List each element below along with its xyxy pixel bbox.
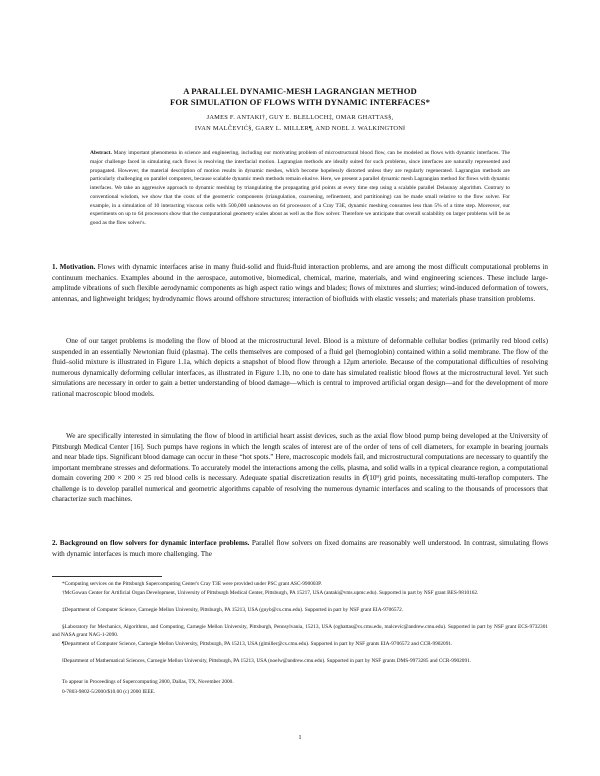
footnote-2: †McGowan Center for Artificial Organ Development, University of Pittsburgh Medical Center, Pittsburgh, PA 15217, USA (antaki@vms.upmc.edu). Supported in part by NSF grant BES-9810162.: [62, 590, 479, 596]
title-line-1: A PARALLEL DYNAMIC-MESH LAGRANGIAN METHOD: [183, 86, 417, 96]
abstract-text: Many important phenomena in science and engineering, including our motivating problem of microstructural blood flow, can be modeled as flows with dynamic interfaces. The major challenge faced in simulating such flows is resolving the interfacial motion. Lagrangian methods are ideally suited for such problems, since interfaces are naturally represented and propagated. However, the material description of motion results in dynamic meshes, which become hopelessly distorted unless they are regularly regenerated. Lagrangian methods are particularly challenging on parallel computers, because scalable dynamic mesh methods remain elusive. Here, we present a parallel dynamic mesh Lagrangian method for flows with dynamic interfaces. We take an aggressive approach to dynamic meshing by triangulating the propagating grid points at every time step using a scalable parallel Delaunay algorithm. Contrary to conventional wisdom, we show that the costs of the geometric components (triangulation, coarsening, refinement, and partitioning) can be made small relative to the flow solver. For example, in a simulation of 10 interacting viscous cells with 500,000 unknowns on 64 processors of a Cray T3E, dynamic meshing consumes less than 5% of a time step. Moreover, our experiments on up to 64 processors show that the computational geometry scales about as well as the flow solver. Therefore we anticipate that overall scalability on larger problems will be as good as the flow solver's.: [90, 150, 510, 226]
section-1-paragraph-2: One of our target problems is modeling the flow of blood at the microstructural level. Blood is a mixture of deformable cellular bodies (primarily red blood cells) suspended in an essentially Newtonian fluid (plasma). The cells themselves are composed of a fluid gel (hemoglobin) contained within a solid membrane. The flow of the fluid–solid mixture is illustrated in Figure 1.1a, which depicts a snapshot of blood flow through a 12μm arteriole. Because of the computational difficulties of resolving numerous dynamically deforming cellular interfaces, as illustrated in Figure 1.1b, no one to date has simulated realistic blood flows at the microstructural level. Yet such simulations are necessary in order to gain a better understanding of blood damage—which is central to improved artificial organ design—and for the development of more rational macroscopic blood models.: [52, 337, 548, 398]
section-1-text-1: Flows with dynamic interfaces arise in many fluid-solid and fluid-fluid interaction problems, and are among the most difficult computational problems in continuum mechanics. Examples abound in the aerospace, automotive, biomedical, chemical, marine, materials, and wind engineering sciences. These include large-amplitude vibrations of such flexible aerodynamic components as high aspect ratio wings and blades; flows of mixtures and slurries; wind-induced deformation of towers, antennas, and lightweight bridges; hydrodynamic flows around offshore structures; interaction of biofluids with elastic vessels; and materials phase transition problems.: [52, 263, 549, 303]
section-2-paragraph-1: [52, 538, 548, 559]
footnote-4: §Laboratory for Mechanics, Algorithms, and Computing, Carnegie Mellon University, Pittsburgh, Pennsylvania, 15213, USA (oghattas@cs.cmu.edu, malcevic@andrew.cmu.edu). Supported in part by NSF grant ECS-9732301 and NASA grant NAG-1-2090.: [52, 624, 548, 638]
footnote-1: *Computing services on the Pittsburgh Supercomputing Center's Cray T3E were provided under PSC grant ASC-990003P.: [62, 581, 322, 587]
footnote-6: ‖Department of Mathematical Sciences, Carnegie Mellon University, Pittsburgh, PA 15213, USA (noelw@andrew.cmu.edu). Supported in part by NSF grants DMS-9973285 and CCR-9902091.: [62, 658, 472, 664]
footnote-3: ‡Department of Computer Science, Carnegie Mellon University, Pittsburgh, PA 15213, USA (guyb@cs.cmu.edu). Supported in part by NSF grant EIA-9706572.: [62, 607, 404, 613]
page-number: 1: [298, 734, 302, 741]
footnote-rule: [52, 576, 162, 577]
abstract-label: Abstract.: [90, 150, 112, 156]
paper-title: [60, 86, 540, 108]
authors-line-2: IVAN MALČEVIĆ§, GARY L. MILLER¶, AND NOEL J. WALKINGTON‖: [194, 125, 406, 132]
authors-line-1: JAMES F. ANTAKI†, GUY E. BLELLOCH‡, OMAR GHATTAS§,: [206, 114, 394, 121]
section-1-paragraph-1: [52, 262, 548, 304]
abstract: [90, 149, 510, 228]
section-1-paragraph-3: We are specifically interested in simulating the flow of blood in artificial heart assist devices, such as the axial flow blood pump being developed at the University of Pittsburgh Medical Center [16]. Such pumps have regions in which the length scales of interest are of the order of tens of cell diameters, for example in bearing journals and near blade tips. Significant blood damage can occur in these “hot spots.” Here, macroscopic models fail, and microstructural computations are necessary to quantify the important membrane stresses and deformations. To accurately model the interactions among the cells, plasma, and solid walls in a typical clearance region, a computational domain covering 200 × 200 × 25 red blood cells is necessary. Adequate spatial discretization results in 𝒪(10⁹) grid points, necessitating multi-teraflop computers. The challenge is to develop parallel numerical and geometric algorithms capable of resolving the numerous dynamic interfaces and scaling to the thousands of processors that characterize such machines.: [52, 432, 548, 503]
isbn-line: 0-7803-9802-5/2000/$10.00 (c) 2000 IEEE.: [62, 689, 156, 695]
section-2-heading: 2. Background on flow solvers for dynamic interface problems.: [52, 539, 250, 547]
section-1-heading: 1. Motivation.: [52, 263, 96, 271]
author-list: [60, 112, 540, 134]
title-line-2: FOR SIMULATION OF FLOWS WITH DYNAMIC INTERFACES*: [170, 97, 430, 107]
appear-note: To appear in Proceedings of Supercomputing 2000, Dallas, TX, November 2000.: [62, 679, 234, 685]
section-2-text-1: Parallel flow solvers on fixed domains are reasonably well understood. In contrast, simulating flows with dynamic interfaces is much more challenging. The: [52, 539, 548, 558]
footnote-5: ¶Department of Computer Science, Carnegie Mellon University, Pittsburgh, PA 15213, USA (glmiller@cs.cmu.edu). Supported in part by NSF grants EIA-9706572 and CCR-9902091.: [62, 641, 453, 647]
